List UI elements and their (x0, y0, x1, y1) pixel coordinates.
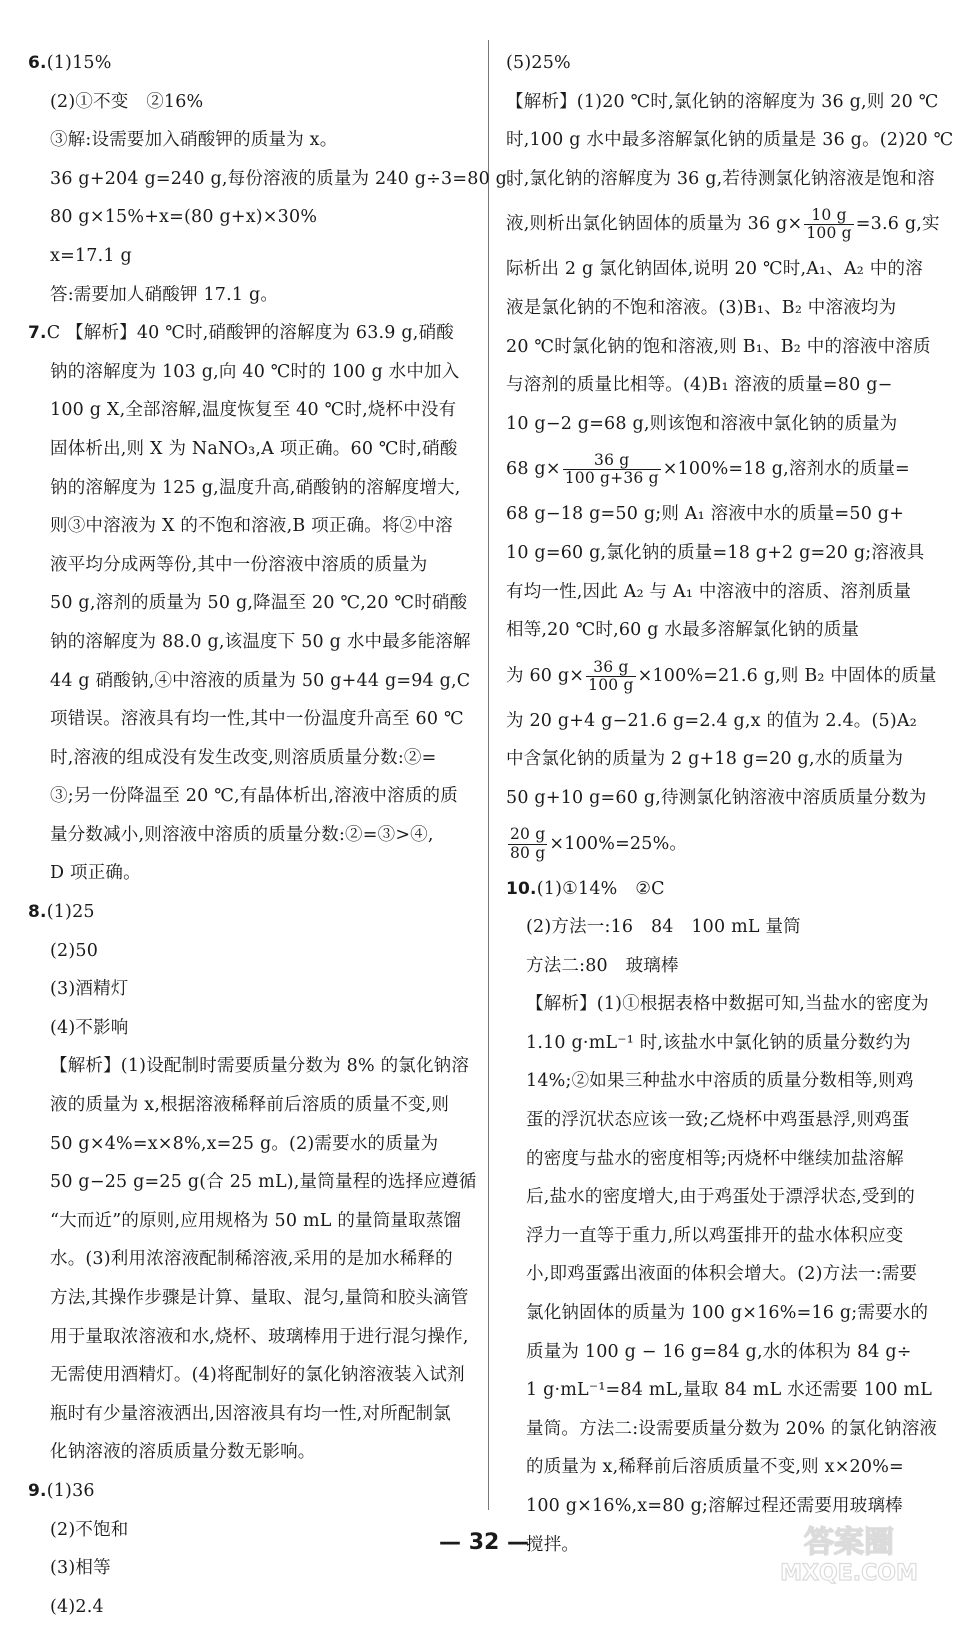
question-7: 7.C 【解析】40 ℃时,硝酸钾的溶解度为 63.9 g,硝酸 钠的溶解度为 103 g,向 40 ℃时的 100 g 水中加入 100 g X,全部溶解,温度恢复至 40 ℃时,烧杯中没有 固体析出,则 X 为 NaNO₃,A 项正确。60 ℃时,硝酸 钠的溶解度为 125 g,温度升高,硝酸钠的溶解度增大, 则③中溶液为 X 的不饱和溶液,B 项正确。将②中溶 液平均分成两等份,其中一份溶液中溶质的质量为 50 g,溶剂的质量为 50 g,降温至 20 ℃,20 ℃时硝酸 钠的溶解度为 88.0 g,该温度下 50 g 水中最多能溶解 44 g 硝酸钠,④中溶液的质量为 50 g+44 g=94 g,C 项错误。溶液具有均一性,其中一份温度升高至 60 ℃ 时,溶液的组成没有发生改变,则溶质质量分数:②= ③;另一份降温至 20 ℃,有晶体析出,溶液中溶质的质 量分数减小,则溶液中溶质的质量分数:②=③>④, D 项正确。 (28, 323, 471, 884)
watermark-url: MXQE.COM (780, 1561, 918, 1586)
column-divider (488, 40, 489, 1510)
fraction: $\frac{36 g}{100 g+36 g}$ (564, 451, 659, 488)
fraction: $\frac{36 g}{100 g}$ (588, 657, 634, 694)
question-8: 8.(1)25 (2)50 (3)酒精灯 (4)不影响 【解析】(1)设配制时需要质量分数为 8% 的氯化钠溶 液的质量为 x,根据溶液稀释前后溶质的质量不变,则 50 g×4%=x×8%,x=25 g。(2)需要水的质量为 50 g−25 g=25 g(合 25 mL),量筒量程的选择应遵循 “大而近”的原则,应用规格为 50 mL 的量筒量取蒸馏 水。(3)利用浓溶液配制稀溶液,采用的是加水稀释的 方法,其操作步骤是计算、量取、混匀,量筒和胶头滴管 用于量取浓溶液和水,烧杯、玻璃棒用于进行混匀操作, 无需使用酒精灯。(4)将配制好的氯化钠溶液装入试剂 瓶时有少量溶液洒出,因溶液具有均一性,对所配制氯 化钠溶液的溶质质量分数无影响。 (28, 902, 477, 1463)
question-number: 8. (28, 902, 47, 923)
question-6: 6.(1)15% (2)①不变 ②16% ③解:设需要加入硝酸钾的质量为 x。 36 g+204 g=240 g,每份溶液的质量为 240 g÷3=80 g。 80 g×15%+x=(80 g+x)×30% x=17.1 g 答:需要加人硝酸钾 17.1 g。 (28, 53, 525, 305)
question-10: 10.(1)①14% ②C (2)方法一:16 84 100 mL 量筒 方法二:80 玻璃棒 【解析】(1)①根据表格中数据可知,当盐水的密度为 1.10 g·mL⁻¹ 时,该盐水中氯化钠的质量分数约为 14%;②如果三种盐水中溶质的质量分数相等,则鸡 蛋的浮沉状态应该一致;乙烧杯中鸡蛋悬浮,则鸡蛋 的密度与盐水的密度相等;丙烧杯中继续加盐溶解 后,盐水的密度增大,由于鸡蛋处于漂浮状态,受到的 浮力一直等于重力,所以鸡蛋排开的盐水体积应变 小,即鸡蛋露出液面的体积会增大。(2)方法一:需要 氯化钠固体的质量为 100 g×16%=16 g;需要水的 质量为 100 g − 16 g=84 g,水的体积为 84 g÷ 1 g·mL⁻¹=84 mL,量取 84 mL 水还需要 100 mL 量筒。方法二:设需要质量分数为 20% 的氯化钠溶液 的质量为 x,稀释前后溶质质量不变,则 x×20%= 100 g×16%,x=80 g;溶解过程还需要用玻璃棒 搅拌。 (506, 878, 938, 1555)
watermark-logo (744, 1516, 954, 1586)
question-number: 7. (28, 323, 47, 344)
question-number: 10. (506, 878, 537, 899)
fraction: $\frac{20 g}{80 g}$ (510, 825, 546, 862)
fraction: $\frac{10 g}{100 g}$ (806, 206, 852, 243)
question-number: 9. (28, 1480, 47, 1501)
question-number: 6. (28, 53, 47, 73)
right-column (506, 44, 954, 1564)
page-number: — 32 — (439, 1530, 529, 1555)
question-9-continued: (5)25% 【解析】(1)20 ℃时,氯化钠的溶解度为 36 g,则 20 ℃ 时,100 g 水中最多溶解氯化钠的质量是 36 g。(2)20 ℃ 时,氯化钠的溶解度为 36 g,若待测氯化钠溶液是饱和溶 液,则析出氯化钠固体的质量为 36 g× $\frac{10 g}{100 g}$ =3.6 g,实 际析出 2 g 氯化钠固体,说明 20 ℃时,A₁、A₂ 中的溶 液是氯化钠的不饱和溶液。(3)B₁、B₂ 中溶液均为 20 ℃时氯化钠的饱和溶液,则 B₁、B₂ 中的溶液中溶质 与溶剂的质量比相等。(4)B₁ 溶液的质量=80 g− 10 g−2 g=68 g,则该饱和溶液中氯化钠的质量为 68 g× $\frac{36 g}{100 g+36 g}$ ×100%=18 g,溶剂水的质量= 68 g−18 g=50 g;则 A₁ 溶液中水的质量=50 g+ 10 g=60 g,氯化钠的质量=18 g+2 g=20 g;溶液具 有均一性,因此 A₂ 与 A₁ 中溶液中的溶质、溶剂质量 相等,20 ℃时,60 g 水最多溶解氯化钠的质量 为 60 g× $\frac{36 g}{100 g}$ ×100%=21.6 g,则 B₂ 中固体的质量 为 20 g+4 g−21.6 g=2.4 g,x 的值为 2.4。(5)A₂ 中含氯化钠的质量为 2 g+18 g=20 g,水的质量为 50 g+10 g=60 g,待测氯化钠溶液中溶质质量分数为 $\frac{20 g}{80 g}$ ×100%=25%。 (506, 53, 954, 862)
question-9: 9.(1)36 (2)不饱和 (3)相等 (4)2.4 (28, 1480, 129, 1617)
watermark-title: 答案圈 (804, 1525, 894, 1560)
